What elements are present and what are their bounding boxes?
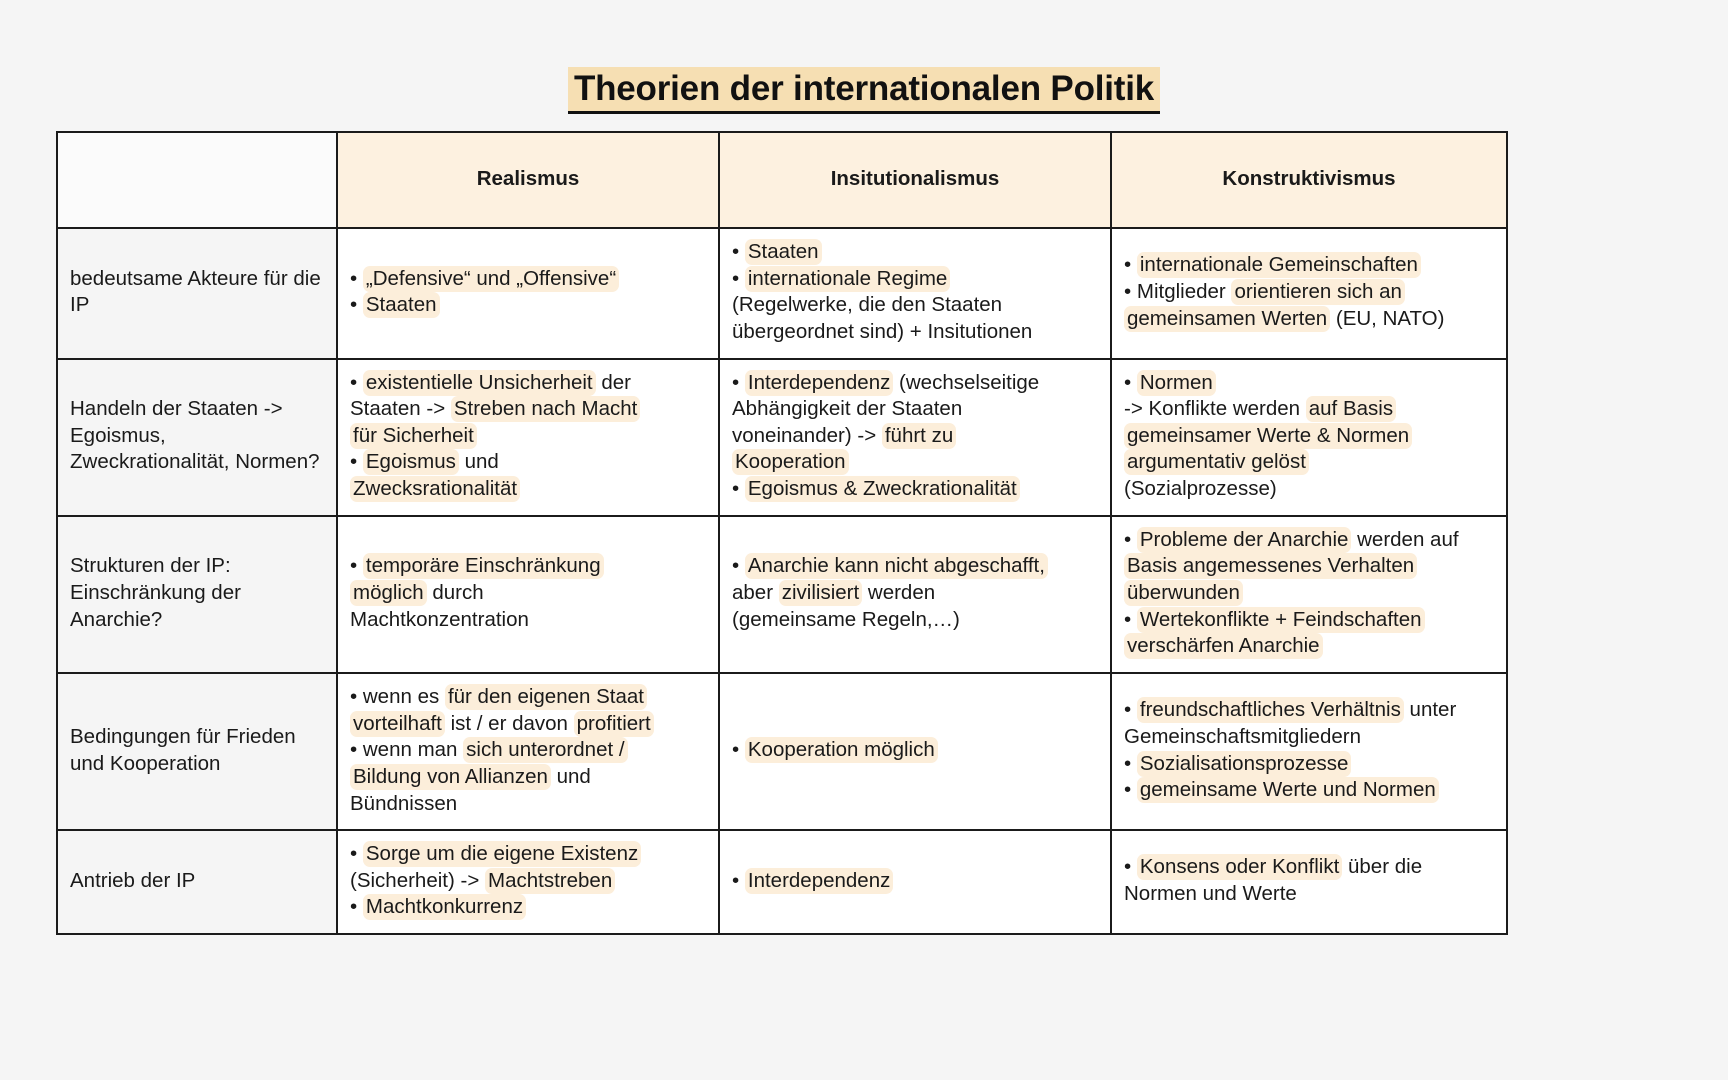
highlighted-text: vorteilhaft <box>350 711 445 737</box>
cell-konstruktivismus-strukturen <box>1111 516 1507 673</box>
highlighted-text: Basis angemessenes Verhalten <box>1124 553 1417 579</box>
rich-text: • Konsens oder Konflikt über die Normen und Werte <box>1124 855 1423 906</box>
highlighted-text: gemeinsame Werte und Normen <box>1137 777 1439 803</box>
rich-text: • existentielle Unsicherheit der Staaten -> Streben nach Macht für Sicherheit • Egoismus und Zwecksrationalität <box>350 370 706 503</box>
highlighted-text: Probleme der Anarchie <box>1137 527 1352 553</box>
cell-insitutionalismus-strukturen <box>719 516 1111 673</box>
table-header <box>57 132 1507 228</box>
row-header-bedingungen-frieden: Bedingungen für Frieden und Kooperation <box>57 673 337 830</box>
highlighted-text: temporäre Einschränkung <box>363 553 604 579</box>
highlighted-text: für den eigenen Staat <box>445 684 647 710</box>
rich-text: • „Defensive“ und „Offensive“ • Staaten <box>350 266 706 319</box>
highlighted-text: Kooperation <box>732 449 849 475</box>
highlighted-text: Sozialisationsprozesse <box>1137 751 1352 777</box>
cell-realismus-antrieb <box>337 830 719 934</box>
cell-insitutionalismus-handeln <box>719 359 1111 516</box>
highlighted-text: Konsens oder Konflikt <box>1137 854 1342 880</box>
page-title: Theorien der internationalen Politik <box>568 67 1160 113</box>
rich-text: • Interdependenz (wechselseitige Abhängigkeit der Staaten voneinander) -> führt zu Kooperation • Egoismus & Zweckrationalität <box>732 370 1040 501</box>
highlighted-text: internationale Regime <box>745 266 950 292</box>
rich-text: • Kooperation möglich <box>732 737 1098 764</box>
highlighted-text: Zwecksrationalität <box>350 476 520 502</box>
highlighted-text: für Sicherheit <box>350 423 477 449</box>
cell-realismus-bedingungen <box>337 673 719 830</box>
highlighted-text: Machtstreben <box>485 868 615 894</box>
table-row <box>57 830 1507 934</box>
table-row <box>57 228 1507 359</box>
highlighted-text: „Defensive“ und „Offensive“ <box>363 266 619 292</box>
highlighted-text: zivilisiert <box>779 580 862 606</box>
table-row <box>57 516 1507 673</box>
highlighted-text: verschärfen Anarchie <box>1124 633 1323 659</box>
rich-text: • Anarchie kann nicht abgeschafft, aber zivilisiert werden (gemeinsame Regeln,…) <box>732 553 1098 633</box>
row-header-strukturen-der-ip: Strukturen der IP: Einschränkung der Anarchie? <box>57 516 337 673</box>
rich-text: • temporäre Einschränkung möglich durch Machtkonzentration <box>350 553 706 633</box>
rich-text: • freundschaftliches Verhältnis unter Gemeinschaftsmitgliedern • Sozialisationsprozesse • gemeinsame Werte und Normen <box>1124 698 1457 802</box>
rich-text: • internationale Gemeinschaften • Mitglieder orientieren sich an gemeinsamen Werten (EU, NATO) <box>1124 253 1445 330</box>
rich-text: • Sorge um die eigene Existenz (Sicherheit) -> Machtstreben • Machtkonkurrenz <box>350 841 706 921</box>
table-header-row <box>57 132 1507 228</box>
cell-insitutionalismus-bedingungen <box>719 673 1111 830</box>
highlighted-text: Egoismus & Zweckrationalität <box>745 476 1020 502</box>
highlighted-text: Staaten <box>745 239 822 265</box>
highlighted-text: Machtkonkurrenz <box>363 894 526 920</box>
highlighted-text: Kooperation möglich <box>745 737 938 763</box>
theories-comparison-table <box>56 131 1508 935</box>
highlighted-text: gemeinsamer Werte & Normen <box>1124 423 1412 449</box>
highlighted-text: Wertekonflikte + Feindschaften <box>1137 607 1425 633</box>
highlighted-text: Interdependenz <box>745 868 893 894</box>
row-header-antrieb-der-ip: Antrieb der IP <box>57 830 337 934</box>
highlighted-text: Bildung von Allianzen <box>350 764 551 790</box>
highlighted-text: gemeinsamen Werten <box>1124 306 1330 332</box>
highlighted-text: auf Basis <box>1306 396 1396 422</box>
table-row <box>57 359 1507 516</box>
column-header-konstruktivismus: Konstruktivismus <box>1111 132 1507 228</box>
column-header-insitutionalismus: Insitutionalismus <box>719 132 1111 228</box>
highlighted-text: Streben nach Macht <box>451 396 640 422</box>
highlighted-text: Anarchie kann nicht abgeschafft, <box>745 553 1048 579</box>
highlighted-text: Normen <box>1137 370 1216 396</box>
highlighted-text: möglich <box>350 580 427 606</box>
rich-text: • Probleme der Anarchie werden auf Basis angemessenes Verhalten überwunden • Wertekonflikte + Feindschaften verschärfen Anarchie <box>1124 527 1459 658</box>
cell-realismus-strukturen <box>337 516 719 673</box>
highlighted-text: freundschaftliches Verhältnis <box>1137 697 1404 723</box>
highlighted-text: argumentativ gelöst <box>1124 449 1309 475</box>
highlighted-text: Staaten <box>363 292 440 318</box>
highlighted-text: existentielle Unsicherheit <box>363 370 596 396</box>
highlighted-text: internationale Gemeinschaften <box>1137 252 1421 278</box>
cell-insitutionalismus-akteure <box>719 228 1111 359</box>
comparison-table-container <box>56 131 1506 935</box>
rich-text: • Interdependenz <box>732 868 1098 895</box>
highlighted-text: Egoismus <box>363 449 459 475</box>
table-row <box>57 673 1507 830</box>
highlighted-text: profitiert <box>574 711 654 737</box>
cell-insitutionalismus-antrieb <box>719 830 1111 934</box>
highlighted-text: Interdependenz <box>745 370 893 396</box>
table-corner-cell <box>57 132 337 228</box>
row-header-handeln-der-staaten: Handeln der Staaten -> Egoismus, Zweckrationalität, Normen? <box>57 359 337 516</box>
row-header-bedeutsame-akteure: bedeutsame Akteure für die IP <box>57 228 337 359</box>
cell-realismus-akteure <box>337 228 719 359</box>
cell-konstruktivismus-akteure <box>1111 228 1507 359</box>
cell-konstruktivismus-bedingungen <box>1111 673 1507 830</box>
cell-realismus-handeln <box>337 359 719 516</box>
highlighted-text: überwunden <box>1124 580 1243 606</box>
highlighted-text: Sorge um die eigene Existenz <box>363 841 641 867</box>
cell-konstruktivismus-handeln <box>1111 359 1507 516</box>
highlighted-text: führt zu <box>882 423 956 449</box>
column-header-realismus: Realismus <box>337 132 719 228</box>
rich-text: • wenn es für den eigenen Staat vorteilhaft ist / er davon profitiert • wenn man sich unterordnet / Bildung von Allianzen und Bündnissen <box>350 684 706 817</box>
cell-konstruktivismus-antrieb <box>1111 830 1507 934</box>
rich-text: • Staaten • internationale Regime (Regelwerke, die den Staaten übergeordnet sind) + Insitutionen <box>732 240 1033 343</box>
highlighted-text: sich unterordnet / <box>463 737 627 763</box>
table-body <box>57 228 1507 934</box>
highlighted-text: orientieren sich an <box>1231 279 1405 305</box>
rich-text: • Normen -> Konflikte werden auf Basis gemeinsamer Werte & Normen argumentativ gelöst (Sozialprozesse) <box>1124 370 1494 503</box>
